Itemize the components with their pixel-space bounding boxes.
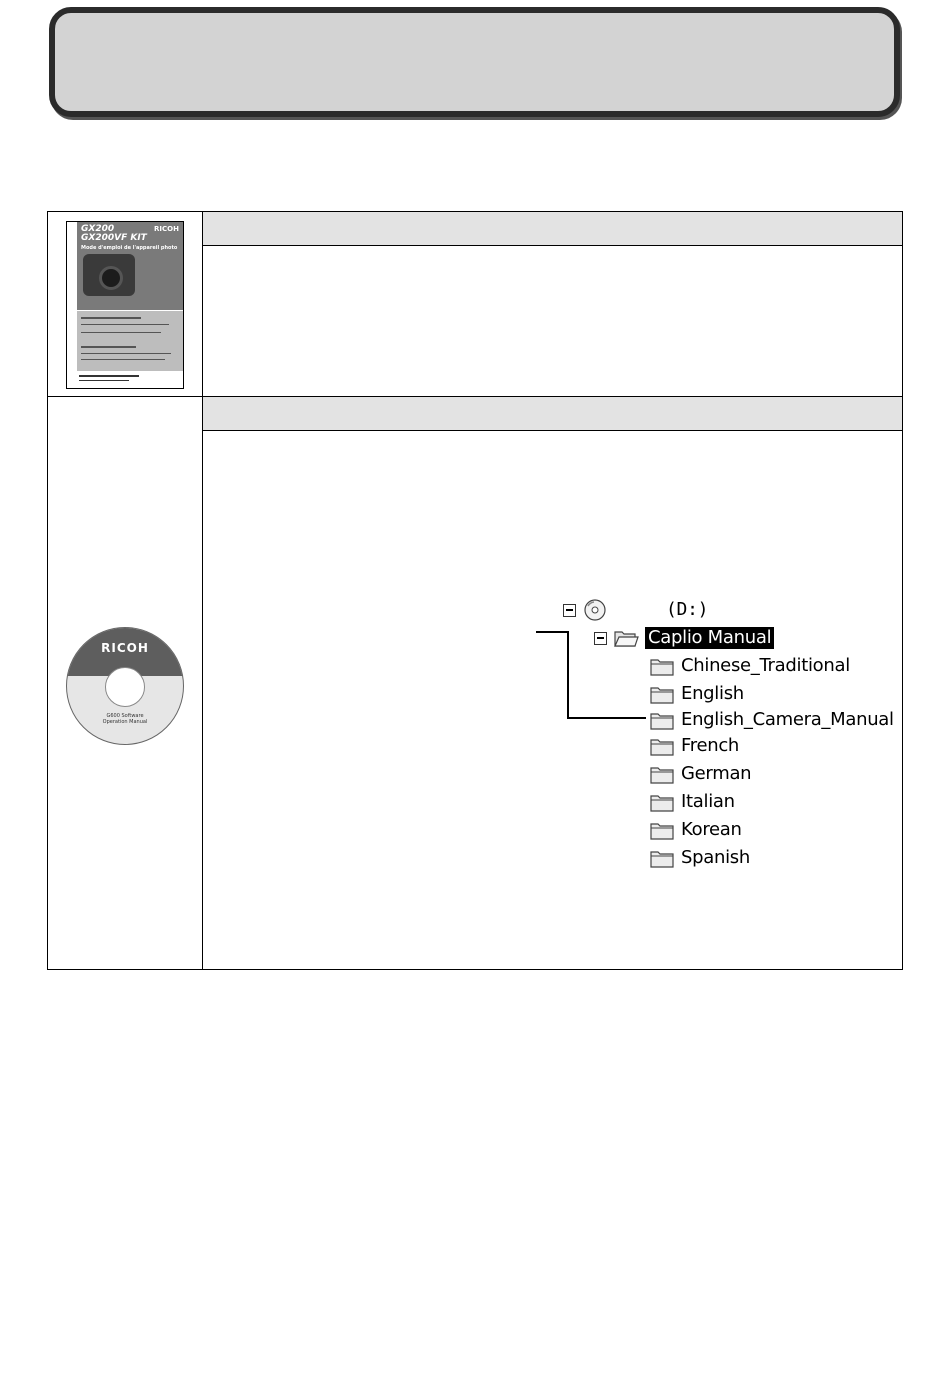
folder-icon xyxy=(649,791,675,813)
manual-table xyxy=(47,211,903,970)
cd-label-text xyxy=(67,713,183,725)
folder-label: Korean xyxy=(681,819,742,840)
booklet-footnote xyxy=(79,380,129,381)
booklet-footnote xyxy=(79,375,139,377)
booklet-text-line xyxy=(81,324,169,325)
folder-label: Chinese_Traditional xyxy=(681,655,850,676)
collapse-toggle[interactable] xyxy=(594,632,607,645)
tree-row-folder[interactable] xyxy=(649,789,735,815)
drive-label: (D:) xyxy=(666,599,709,620)
cd-rom-thumbnail xyxy=(66,627,184,745)
tree-row-folder[interactable] xyxy=(649,707,894,733)
booklet-subtitle: Mode d'emploi de l'appareil photo xyxy=(81,245,178,251)
folder-label: French xyxy=(681,735,740,756)
selected-folder-label: Caplio Manual xyxy=(645,627,774,649)
booklet-info-panel xyxy=(77,311,184,371)
folder-open-icon xyxy=(613,627,639,649)
tree-row-drive[interactable] xyxy=(563,597,708,623)
cd-center-hole xyxy=(105,667,145,707)
booklet-text-line xyxy=(81,346,136,348)
folder-label: English xyxy=(681,683,744,704)
cd-drive-icon xyxy=(582,599,608,621)
booklet-brand-logo: RICOH xyxy=(154,225,179,233)
tree-row-folder[interactable] xyxy=(649,733,739,759)
booklet-model-line-1: GX200 xyxy=(81,224,115,234)
folder-label: Italian xyxy=(681,791,735,812)
collapse-toggle[interactable] xyxy=(563,604,576,617)
folder-icon xyxy=(649,819,675,841)
camera-user-guide-thumbnail xyxy=(66,221,184,389)
tree-row-caplio-manual[interactable] xyxy=(594,625,774,651)
tree-row-folder[interactable] xyxy=(649,681,744,707)
booklet-text-line xyxy=(81,317,141,319)
section-header-cd-rom xyxy=(203,397,902,431)
folder-label: German xyxy=(681,763,752,784)
page-title-banner xyxy=(49,7,900,117)
booklet-text-line xyxy=(81,332,161,333)
booklet-text-line xyxy=(81,353,171,354)
tree-row-folder[interactable] xyxy=(649,817,742,843)
folder-icon xyxy=(649,655,675,677)
folder-icon xyxy=(649,763,675,785)
folder-label: Spanish xyxy=(681,847,750,868)
booklet-model-text xyxy=(81,225,147,243)
folder-icon xyxy=(649,847,675,869)
tree-row-folder[interactable] xyxy=(649,845,750,871)
tree-row-folder[interactable] xyxy=(649,761,751,787)
folder-icon xyxy=(649,709,675,731)
section-header-printed-manual xyxy=(203,212,902,246)
booklet-model-line-2: GX200VF KIT xyxy=(81,233,147,243)
column-divider xyxy=(202,212,203,969)
cd-brand-logo: RICOH xyxy=(101,641,149,655)
camera-lens-image xyxy=(99,266,123,290)
folder-icon xyxy=(649,735,675,757)
folder-icon xyxy=(649,683,675,705)
cd-label-line-1: G600 Software xyxy=(106,713,144,719)
tree-row-folder[interactable] xyxy=(649,653,850,679)
booklet-text-line xyxy=(81,359,165,360)
cd-label-line-2: Operation Manual xyxy=(102,719,148,725)
folder-label: English_Camera_Manual xyxy=(681,709,894,730)
